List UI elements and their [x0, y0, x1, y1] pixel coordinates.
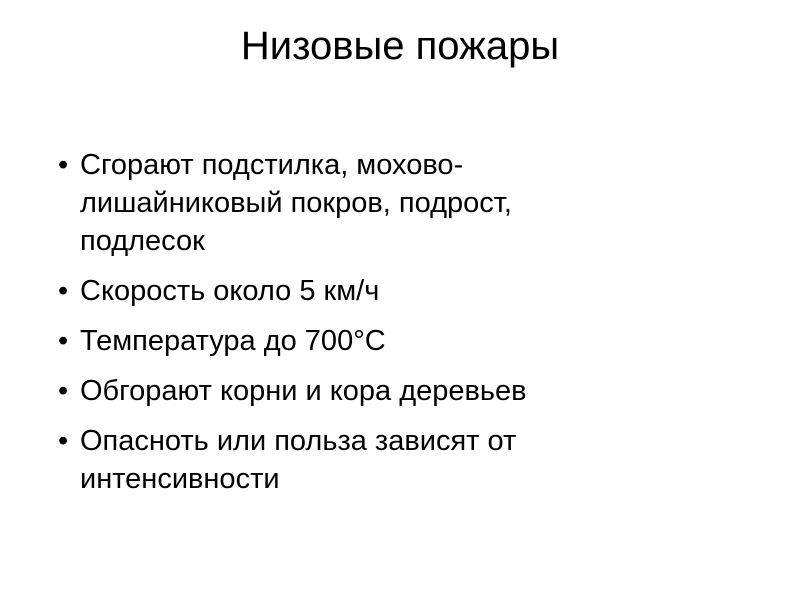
bullet-text [80, 322, 758, 360]
bullet-point-icon: • [58, 425, 69, 457]
bullet-point-icon: • [58, 275, 69, 307]
bullet-item [58, 422, 758, 498]
bullet-point-icon: • [58, 325, 69, 357]
bullet-item [58, 372, 758, 410]
bullet-line: Скорость около 5 км/ч [80, 275, 380, 307]
bullet-line: Сгорают подстилка, мохово- [80, 149, 464, 181]
bullet-text [80, 372, 758, 410]
bullet-line: Обгорают корни и кора деревьев [80, 375, 527, 407]
bullet-item [58, 322, 758, 360]
bullet-text [80, 146, 758, 260]
bullet-item [58, 146, 758, 260]
bullet-list [58, 146, 758, 510]
bullet-line: лишайниковый покров, подрост, [80, 187, 512, 219]
bullet-text [80, 422, 758, 498]
bullet-point-icon: • [58, 149, 69, 181]
bullet-text [80, 272, 758, 310]
bullet-line: подлесок [80, 225, 205, 257]
bullet-line: Опасноть или польза зависят от [80, 425, 517, 457]
bullet-point-icon: • [58, 375, 69, 407]
slide-title: Низовые пожары [240, 24, 560, 68]
bullet-item [58, 272, 758, 310]
bullet-line: интенсивности [80, 463, 280, 495]
bullet-line: Температура до 700°С [80, 325, 386, 357]
